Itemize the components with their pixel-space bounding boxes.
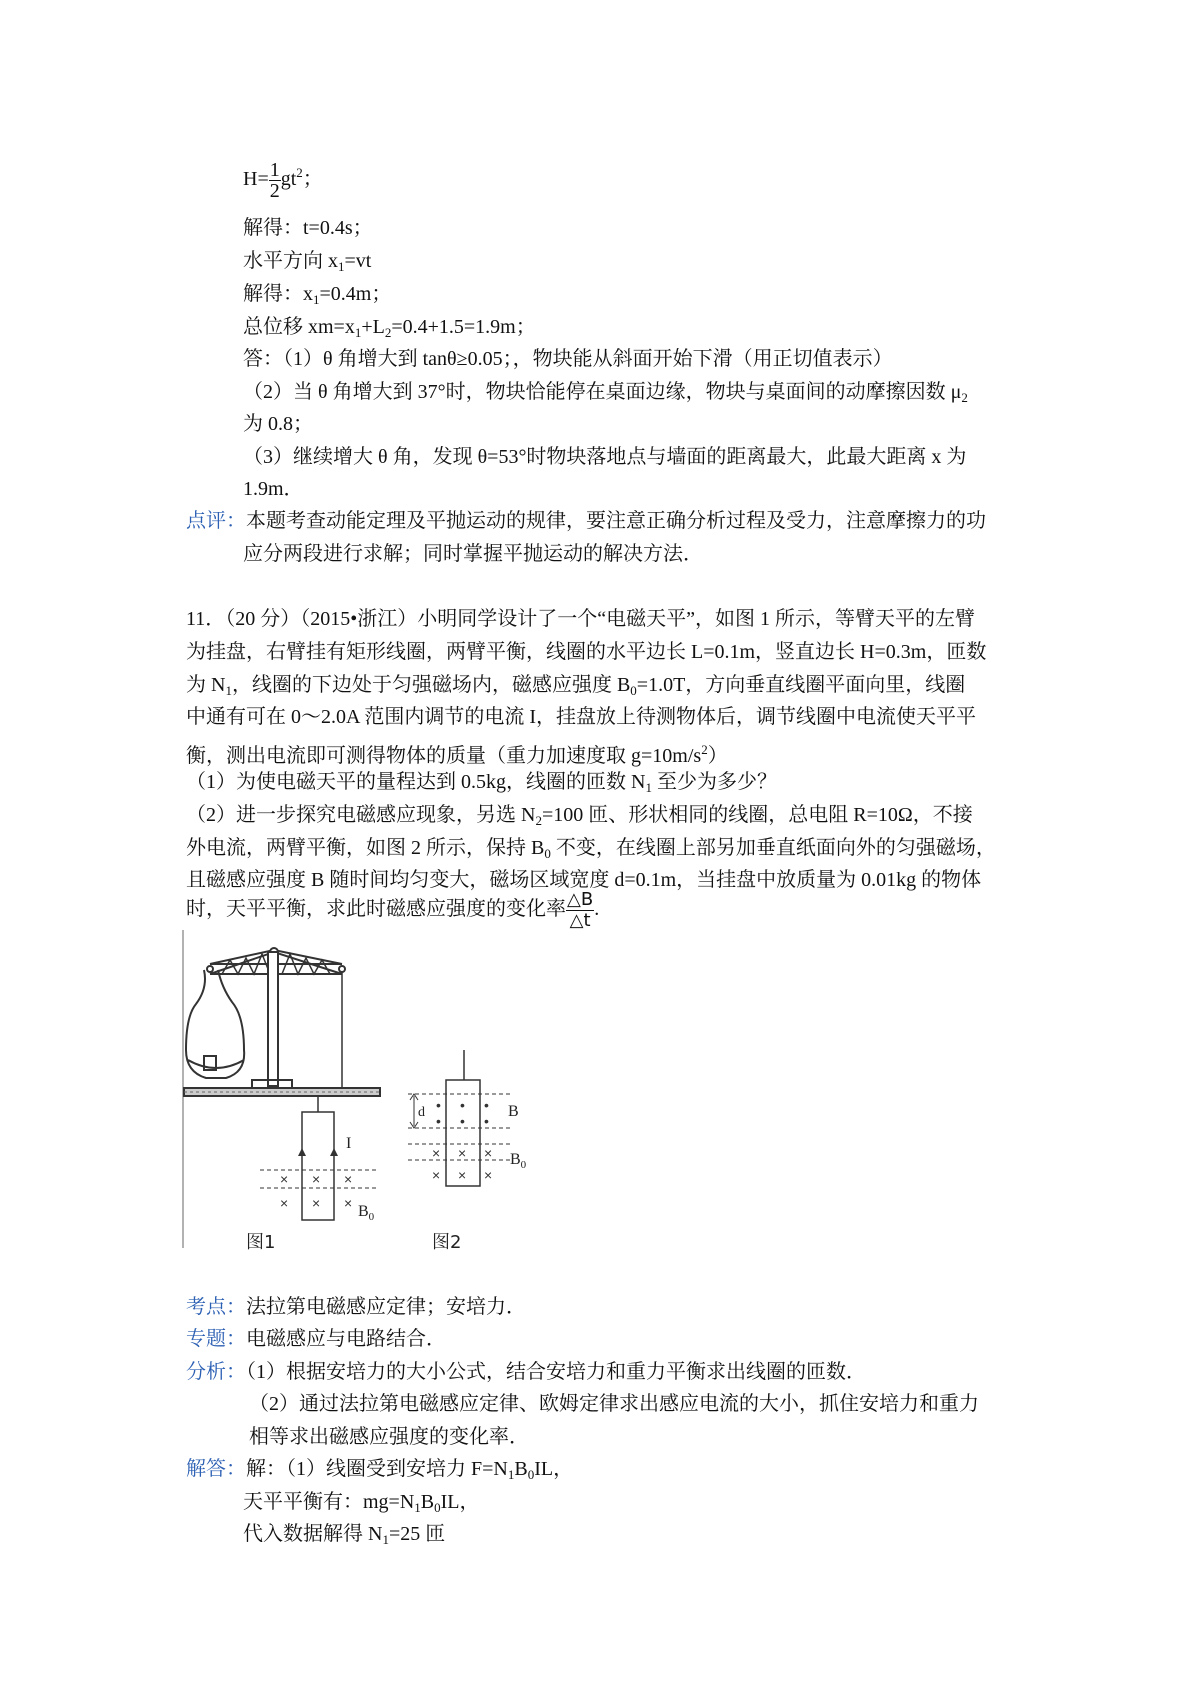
cross-mark: × [344,1195,353,1211]
answer-3-cont: 1.9m． [243,478,304,500]
dot-mark: • [436,1097,441,1113]
fenxi: 分析：（1）根据安培力的大小公式，结合安培力和重力平衡求出线圈的匝数． [186,1361,866,1383]
problem-line-3: 为 $N_1$，线圈的下边处于匀强磁场内，磁感应强度 $B_0=1.0T$，方向垂直线圈平面向里，线圈 [186,674,966,698]
fraction-one-half: $\frac{1}{2}$ [269,159,280,202]
cross-mark: × [484,1145,493,1161]
balance-post [268,952,278,1086]
question-2-cont-3: 时，天平平衡，求此时磁感应强度的变化率 $\frac{\triangle B}{\triangle t}$ . [186,889,600,931]
left-hook [207,966,213,972]
fraction-rate-of-change: $\frac{\triangle B}{\triangle t}$ [567,889,594,931]
cross-mark: × [432,1167,441,1183]
cross-mark: × [312,1171,321,1187]
problem-line-4: 中通有可在 0～2.0A 范围内调节的电流 I，挂盘放上待测物体后，调节线圈中电流使天平平 [186,706,976,728]
caption-fig2: 图2 [432,1232,462,1253]
b0-label-fig2: $B_0$ [510,1151,527,1171]
right-hook [339,966,345,972]
cross-mark: × [484,1167,493,1183]
equation-h: H= $\frac{1}{2}$ $gt^2$； [243,159,323,202]
jieda: 解答：解：（1）线圈受到安培力 $F=N_1B_0IL$， [186,1458,574,1482]
problem-line-2: 为挂盘，右臂挂有矩形线圈，两臂平衡，线圈的水平边长 L=0.1m，竖直边长 H=0.3m，匝数 [186,641,987,663]
cross-mark: × [432,1145,441,1161]
kaodian-label: 考点： [186,1296,246,1318]
cross-mark: × [280,1195,289,1211]
fenxi-label: 分析： [186,1361,246,1383]
question-1: （1）为使电磁天平的量程达到 0.5kg，线圈的匝数 $N_1$ 至少为多少？ [186,771,777,795]
fenxi-3: 相等求出磁感应强度的变化率． [249,1426,529,1448]
cross-mark: × [458,1145,467,1161]
comment-cont: 应分两段进行求解；同时掌握平抛运动的解决方法． [243,543,703,565]
b0-label-fig1: $B_0$ [358,1203,375,1223]
field2-dots [432,1097,492,1183]
comment-label: 点评： [186,510,246,532]
solution-horizontal: 水平方向 $x_1=vt$ [243,250,372,274]
dot-mark: • [484,1113,489,1129]
question-2-cont-2: 且磁感应强度 B 随时间均匀变大，磁场区域宽度 d=0.1m，当挂盘中放质量为 0.01kg 的物体 [186,869,982,891]
dot-mark: • [436,1113,441,1129]
current-arrows [298,1148,338,1156]
problem-line-5: 衡，测出电流即可测得物体的质量（重力加速度取 $g=10m/s^2$） [186,742,728,767]
answer-2-cont: 为 0.8； [243,413,313,435]
dot-mark: • [460,1113,465,1129]
balance-figure [182,930,602,1260]
field1-crosses [280,1171,352,1211]
cross-mark: × [312,1195,321,1211]
kaodian: 考点：法拉第电磁感应定律；安培力． [186,1296,526,1318]
question-2: （2）进一步探究电磁感应现象，另选 $N_2=100$ 匝、形状相同的线圈，总电阻 R=10Ω，不接 [186,804,973,828]
width-label: d [418,1105,425,1120]
cross-mark: × [458,1167,467,1183]
zhuanti: 专题：电磁感应与电路结合． [186,1328,446,1350]
comment: 点评：本题考查动能定理及平抛运动的规律，要注意正确分析过程及受力，注意摩擦力的功 [186,510,986,532]
cross-mark: × [344,1171,353,1187]
jieda-label: 解答： [186,1458,246,1480]
dot-mark: • [484,1097,489,1113]
caption-fig1: 图1 [246,1232,276,1253]
zhuanti-label: 专题： [186,1328,246,1350]
dot-mark: • [460,1097,465,1113]
b-label: B [508,1103,519,1120]
answer-1: 答：（1）θ 角增大到 tanθ≥0.05；，物块能从斜面开始下滑（用正切值表示） [243,348,893,370]
problem-line-1: 11．（20 分）（2015•浙江）小明同学设计了一个“电磁天平”，如图 1 所示，等臂天平的左臂 [186,608,976,630]
solution-total: 总位移 $xm=x_1+L_2=0.4+1.5=1.9m$； [243,316,536,340]
jieda-2: 天平平衡有：$mg=N_1B_0IL$， [243,1491,480,1515]
solution-time: 解得：t=0.4s； [243,217,373,239]
current-label: I [346,1135,352,1152]
jieda-3: 代入数据解得 $N_1=25$ 匝 [243,1523,446,1547]
answer-2: （2）当 θ 角增大到 37°时，物块恰能停在桌面边缘，物块与桌面间的动摩擦因数 $\mu_2$ [243,381,968,405]
question-2-cont-1: 外电流，两臂平衡，如图 2 所示，保持 $B_0$ 不变，在线圈上部另加垂直纸面向外的匀强磁场， [186,837,996,861]
figure-captions [246,1232,461,1253]
fenxi-2: （2）通过法拉第电磁感应定律、欧姆定律求出感应电流的大小，抓住安培力和重力 [249,1393,979,1415]
answer-3: （3）继续增大 θ 角，发现 θ=53°时物块落地点与墙面的距离最大，此最大距离 x 为 [243,446,967,468]
cross-mark: × [280,1171,289,1187]
solution-x1: 解得：$x_1=0.4m$； [243,283,392,307]
